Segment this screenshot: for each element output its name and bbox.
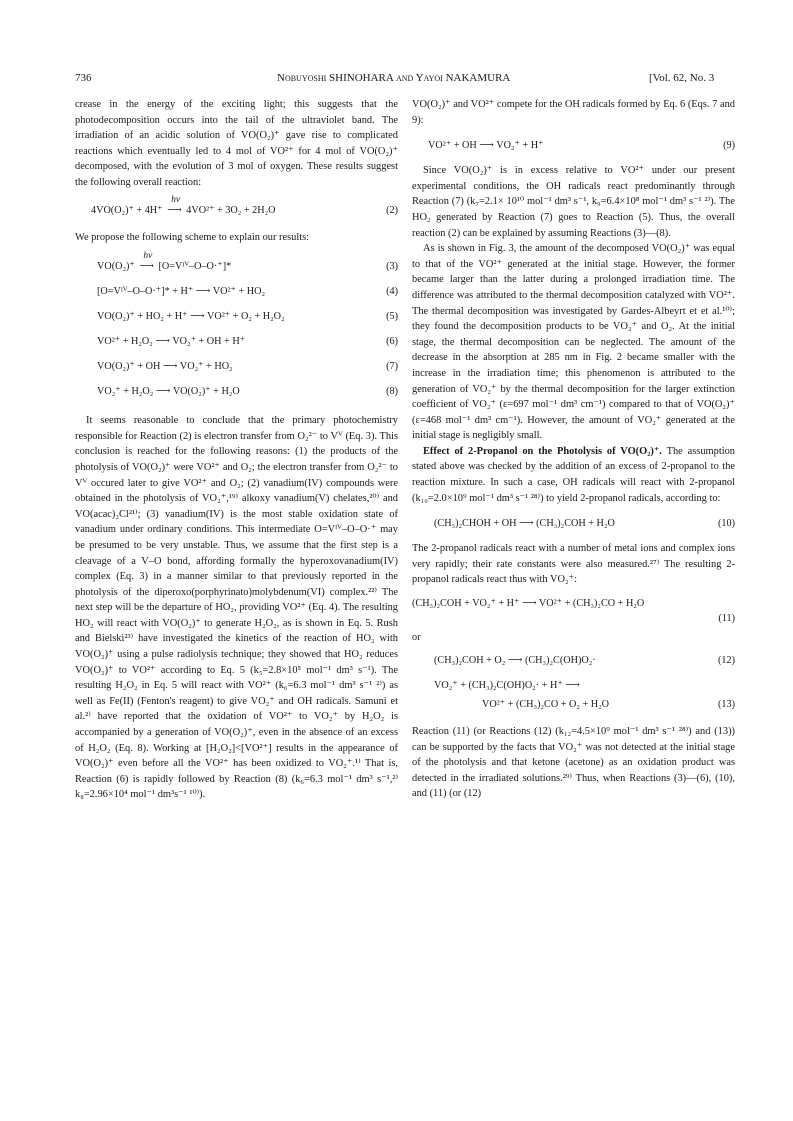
- equation-text: VO(O₂)⁺ + HO₂ + H⁺ ⟶ VO²⁺ + O₂ + H₂O₂: [97, 311, 285, 323]
- equation-4: [75, 284, 398, 299]
- paragraph: It seems reasonable to conclude that the primary photochemistry responsible for Reaction (2) is electron transfer from O₂²⁻ to Vⱽ (Eq. 3). This conclusion is reached for the following reasons: (1) the products of the photolysis of VO(O₂)⁺ were VO²⁺ and O₂; the electron transfer from O₂²⁻ to Vⱽ occured later to give VO²⁺ and O₂; (2) vanadium(IV) compounds were obtained in the photolysis of VO₂⁺,¹⁹⁾ alkoxy vanadium(V) chelates,²⁰⁾ and VO(acac)₂Cl²¹⁾; (3) vanadium(IV) is the most stable oxidation state of vanadium under ordinary conditions. This intermediate O=Vᴵⱽ–O–O·⁺ may be presumed to be very unstable. Thus, we assume that the first step is a cleavage of a V–O bond, affording formally the hyperoxovanadium(IV) complex (Eq. 3) in a manner similar to that previously reported in the photolysis of the diperoxo(porphyrinato)molybdenum(VI) complex.²²⁾ The next step will be the departure of HO₂, providing VO²⁺ (Eq. 4). The resulting HO₂ will react with VO(O₂)⁺ to generate H₂O₂, as is shown in Eq. 5. Rush and Bielski²³⁾ have investigated the kinetics of the reaction of HO₂ with VO(O₂)⁺ using a pulse radiolysis technique; they showed that HO₂ reduces VO(O₂)⁺ to VO²⁺ according to Eq. 5 (k₅=2.8×10⁵ mol⁻¹ dm³ s⁻¹). The resulting H₂O₂ in Eq. 5 will react with VO²⁺ (k₆=6.3 mol⁻¹ dm³ s⁻¹ ²⁾) as well as Fe(II) (Fenton's reagent) to give VO₂⁺ and OH radicals. Samuni et al.²⁾ have reported that the oxidation of VO²⁺ to VO₂⁺ by H₂O₂ is accompanied by a generation of VO(O₂)⁺, even in the absence of an excess of H₂O₂ (Eq. 8). Working at [H₂O₂]<[VO²⁺] results in the appearance of VO(O₂)⁺ even before all the VO²⁺ has been oxidized to VO₂⁺.¹⁾ That is, Reaction (6) is rapidly followed by Reaction (8) (k₆=6.3 mol⁻¹ dm³ s⁻¹,²⁾ k₈=2.96×10⁴ mol⁻¹ dm³s⁻¹ ¹⁰⁾).: [75, 415, 398, 801]
- or-connector: or: [412, 632, 421, 644]
- equation-3: [75, 251, 398, 274]
- equation-number: (13): [718, 699, 735, 711]
- equation-text: [O=Vᴵⱽ–O–O·⁺]* + H⁺ ⟶ VO²⁺ + HO₂: [97, 286, 266, 298]
- equation-10: [412, 516, 735, 531]
- equation-text: [O=Vᴵⱽ–O–O·⁺]*: [158, 261, 232, 273]
- equation-number: (10): [718, 518, 735, 530]
- equation-text: VO₂⁺ + H₂O₂ ⟶ VO(O₂)⁺ + H₂O: [97, 386, 240, 398]
- equation-text: VO(O₂)⁺: [97, 261, 135, 273]
- equation-11-number-line: [412, 611, 735, 626]
- equation-11: [412, 596, 735, 611]
- equation-text: VO²⁺ + H₂O₂ ⟶ VO₂⁺ + OH + H⁺: [97, 336, 246, 348]
- right-column: [412, 97, 735, 802]
- equation-text: VO(O₂)⁺ + OH ⟶ VO₂⁺ + HO₂: [97, 361, 233, 373]
- paragraph: The assumption stated above was checked by the addition of an excess of 2-propanol to the reaction mixture. In such a case, OH radicals will react with 2-propanol (k₁₀=2.0×10⁹ mol⁻¹ dm³ s⁻¹ ²⁸⁾) to yield 2-propanol radicals, according to:: [412, 445, 735, 504]
- equation-9: [412, 138, 735, 153]
- equation-number: (4): [386, 286, 398, 298]
- left-column: [75, 97, 398, 803]
- equation-5: [75, 309, 398, 324]
- equation-13-line1: [412, 678, 735, 693]
- equation-text: VO²⁺ + OH ⟶ VO₂⁺ + H⁺: [428, 140, 544, 152]
- equation-text: 4VO²⁺ + 3O₂ + 2H₂O: [186, 204, 276, 216]
- equation-number: (12): [718, 655, 735, 667]
- equation-number: (6): [386, 336, 398, 348]
- equation-text: (CH₃)₂COH + VO₂⁺ + H⁺ ⟶ VO²⁺ + (CH₃)₂CO + H₂O: [412, 598, 645, 610]
- equation-number: (9): [723, 140, 735, 152]
- equation-number: (2): [386, 204, 398, 216]
- equation-6: [75, 334, 398, 349]
- equation-text: (CH₃)₂CHOH + OH ⟶ (CH₃)₂COH + H₂O: [434, 518, 615, 530]
- equation-text: (CH₃)₂COH + O₂ ⟶ (CH₃)₂C(OH)O₂·: [434, 655, 596, 667]
- equation-number: (5): [386, 311, 398, 323]
- equation-number: (7): [386, 361, 398, 373]
- running-head-volume: [Vol. 62, No. 3: [649, 72, 715, 84]
- equation-number: (11): [718, 613, 735, 625]
- paragraph: We propose the following scheme to explain our results:: [75, 231, 310, 243]
- running-head-authors: Nobuyoshi SHINOHARA and Yayoi NAKAMURA: [277, 72, 511, 84]
- equation-number: (3): [386, 261, 398, 273]
- page-number: 736: [75, 72, 92, 84]
- photo-arrow: hν ⟶: [167, 194, 182, 216]
- paragraph: Reaction (11) (or Reactions (12) (k₁₂=4.5×10⁹ mol⁻¹ dm³ s⁻¹ ²⁸⁾) and (13)) can be supported by the facts that VO₂⁺ was not detected at the initial stage of the photolysis and that ketone (acetone) as an oxidation product was detected in the irradiated solutions.²⁹⁾ Thus, when Reactions (3)—(6), (10), and (11) (or (12): [412, 726, 735, 800]
- paragraph: As is shown in Fig. 3, the amount of the decomposed VO(O₂)⁺ was equal to that of the VO²⁺ generated at the initial stage. However, the former became larger than the latter during a prolonged irradiation time. The difference was attributed to the thermal decomposition catalyzed with VO²⁺. The thermal decomposition was investigated by Gardes-Albeyrt et et al.¹⁰⁾; they found the decomposition products to be VO₂⁺ and O₂. At the initial stage, the thermal decomposition can be neglected. The amount of the decrease in the absorption at 285 nm in Fig. 2 became smaller with the increase in the irradiation time; this phenomenon is attributed to the generation of VO₂⁺ by the thermal decomposition for the larger extinction coefficient of VO₂⁺ (ε=697 mol⁻¹ dm³ cm⁻¹) compared to that of VO(O₂)⁺ (ε=468 mol⁻¹ dm³ cm⁻¹). However, the amount of VO₂⁺ generated at the initial stage is negligibly small.: [412, 243, 735, 442]
- equation-text: VO²⁺ + (CH₃)₂CO + O₂ + H₂O: [482, 699, 610, 711]
- equation-7: [75, 359, 398, 374]
- equation-13-line2: [412, 697, 735, 712]
- equation-text: 4VO(O₂)⁺ + 4H⁺: [91, 204, 163, 216]
- equation-text: VO₂⁺ + (CH₃)₂C(OH)O₂· + H⁺ ⟶: [434, 680, 580, 692]
- section-heading: Effect of 2-Propanol on the Photolysis of VO(O₂)⁺.: [423, 445, 662, 457]
- paragraph: Since VO(O₂)⁺ is in excess relative to VO²⁺ under our present experimental conditions, the OH radicals react predominantly through Reaction (7) (k₇=2.1× 10¹⁰ mol⁻¹ dm³ s⁻¹, k₉=6.4×10⁸ mol⁻¹ dm³ s⁻¹ ²⁾). The HO₂ generated by Reaction (7) goes to Reaction (5). Thus, the overall reaction (2) can be explained by assuming Reactions (3)—(8).: [412, 165, 735, 239]
- paragraph: VO(O₂)⁺ and VO²⁺ compete for the OH radicals formed by Eq. 6 (Eqs. 7 and 9):: [412, 99, 735, 126]
- paragraph: crease in the energy of the exciting light; this suggests that the photodecomposition occurs into the tail of the ultraviolet band. The irradiation of an acidic solution of VO(O₂)⁺ gave rise to complicated reactions which eventually led to 4 mol of VO²⁺ for 4 mol of VO(O₂)⁺ decomposed, with the evolution of 3 mol of oxygen. These results suggest the following overall reaction:: [75, 99, 398, 188]
- paragraph: The 2-propanol radicals react with a number of metal ions and complex ions very rapidly; their rate constants were also measured.²⁷⁾ The resulting 2-propanol radicals react thus with VO₂⁺:: [412, 543, 735, 586]
- equation-2: [75, 194, 398, 218]
- equation-8: [75, 384, 398, 399]
- equation-number: (8): [386, 386, 398, 398]
- equation-12: [412, 653, 735, 668]
- photo-arrow: hν ⟶: [139, 251, 154, 273]
